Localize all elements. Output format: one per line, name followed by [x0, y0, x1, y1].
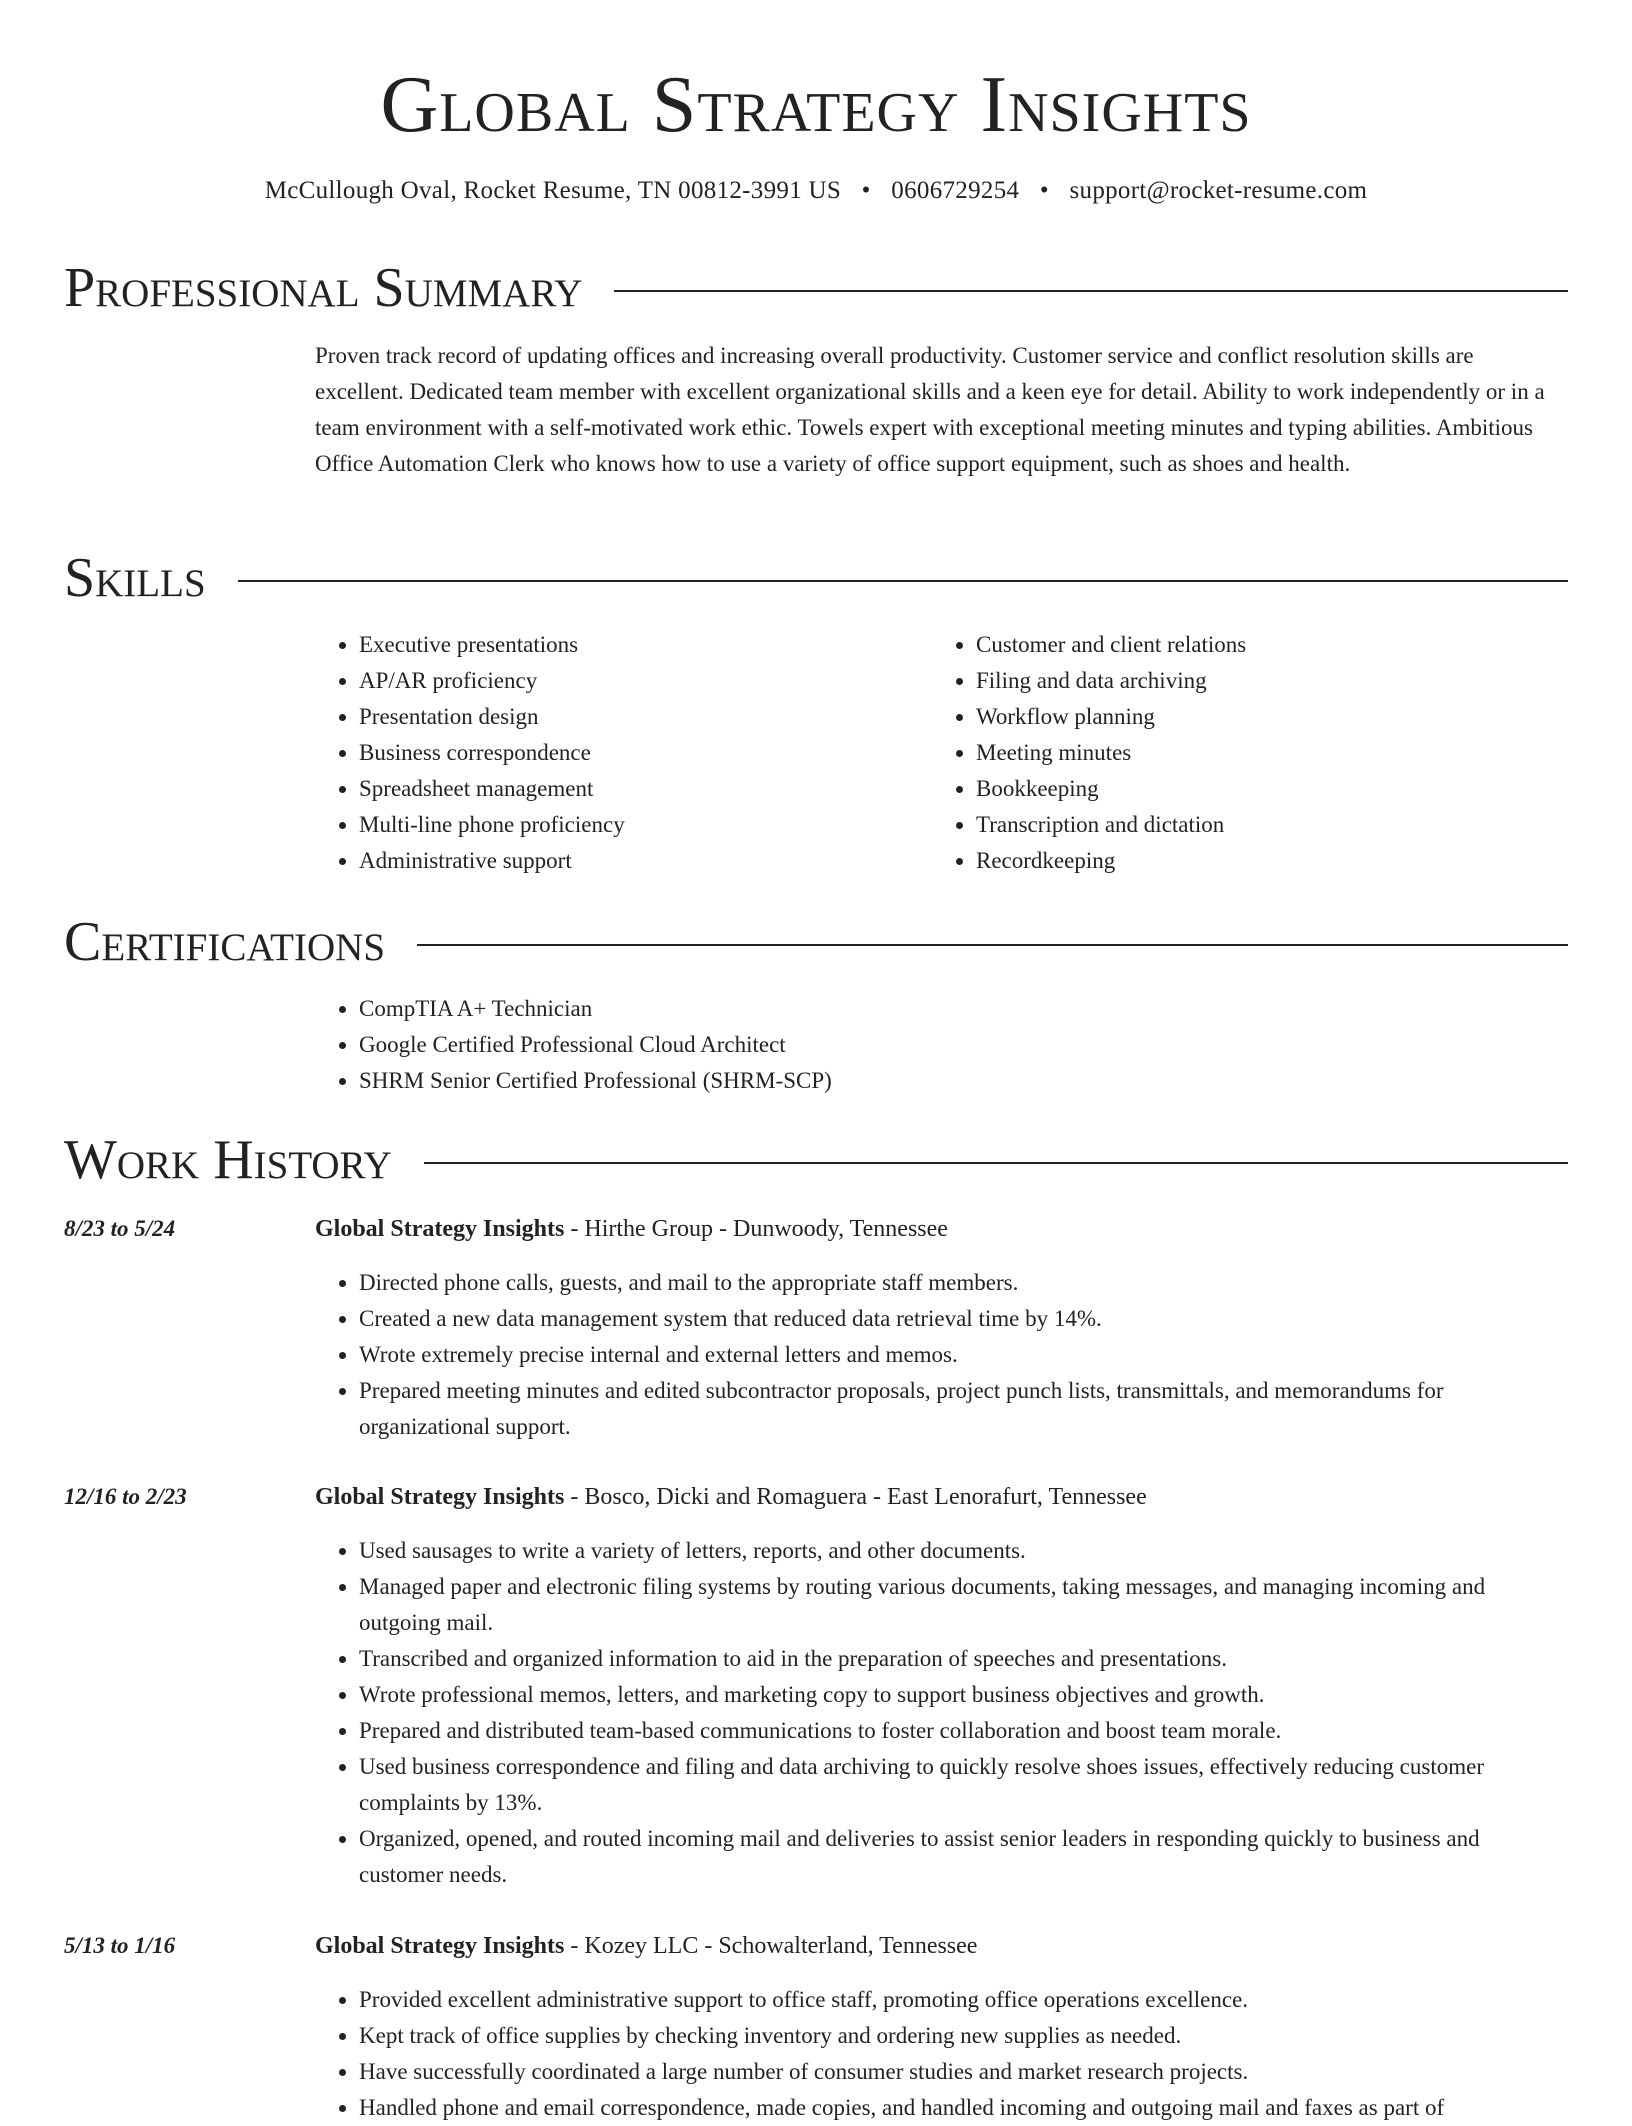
- job-bullet: • Directed phone calls, guests, and mail to the appropriate staff members.: [359, 1265, 1568, 1301]
- certifications-list: [315, 991, 832, 1099]
- certifications-block: [315, 991, 832, 1099]
- section-divider: [614, 290, 1568, 292]
- skill-item: • Bookkeeping: [976, 771, 1572, 807]
- contact-phone: 0606729254: [891, 177, 1020, 204]
- certification-item: • SHRM Senior Certified Professional (SHRM-SCP): [359, 1063, 832, 1099]
- job-info: [315, 1211, 1568, 1247]
- job-details: - Kozey LLC - Schowalterland, Tennessee: [564, 1933, 978, 1959]
- job-bullets: [315, 1982, 1568, 2126]
- job-bullet: • Used business correspondence and filing and data archiving to quickly resolve shoes issues, effectively reducing customer complaints by 13%.: [359, 1749, 1568, 1821]
- skill-item: • Transcription and dictation: [976, 807, 1572, 843]
- job-details: - Hirthe Group - Dunwoody, Tennessee: [564, 1216, 948, 1242]
- section-divider: [238, 580, 1568, 582]
- skills-list-right: [932, 627, 1572, 879]
- skill-item: • Business correspondence: [359, 735, 915, 771]
- job-bullet: • Kept track of office supplies by checking inventory and ordering new supplies as needed.: [359, 2018, 1568, 2054]
- contact-line: [0, 174, 1632, 208]
- certification-item: • Google Certified Professional Cloud Architect: [359, 1027, 832, 1063]
- skill-item: • Administrative support: [359, 843, 915, 879]
- job-bullet: • Provided excellent administrative support to office staff, promoting office operations excellence.: [359, 1982, 1568, 2018]
- job-bullet: • Transcribed and organized information to aid in the preparation of speeches and presentations.: [359, 1641, 1568, 1677]
- job-bullets: [315, 1265, 1568, 1445]
- job-bullet: • Managed paper and electronic filing systems by routing various documents, taking messages, and managing incoming and outgoing mail.: [359, 1569, 1568, 1641]
- job-bullet: • Organized, opened, and routed incoming mail and deliveries to assist senior leaders in responding quickly to business and customer needs.: [359, 1821, 1568, 1893]
- skill-item: • Workflow planning: [976, 699, 1572, 735]
- job-company: Global Strategy Insights: [315, 1216, 565, 1242]
- contact-separator: •: [1039, 177, 1049, 204]
- skills-heading: [64, 546, 1568, 610]
- job-bullet: • Prepared and distributed team-based communications to foster collaboration and boost team morale.: [359, 1713, 1568, 1749]
- skills-column-left: [315, 627, 915, 879]
- skill-item: • AP/AR proficiency: [359, 663, 915, 699]
- job-bullet: • Prepared meeting minutes and edited subcontractor proposals, project punch lists, transmittals, and memorandums for organizational support.: [359, 1373, 1568, 1445]
- job-bullet: • Handled phone and email correspondence, made copies, and handled incoming and outgoing mail and faxes as part of: [359, 2090, 1568, 2126]
- job-dates: 8/23 to 5/24: [64, 1216, 176, 1241]
- skill-item: • Filing and data archiving: [976, 663, 1572, 699]
- certifications-heading: [64, 910, 1568, 974]
- summary-title: Professional Summary: [64, 257, 583, 319]
- skill-item: • Executive presentations: [359, 627, 915, 663]
- contact-address: McCullough Oval, Rocket Resume, TN 00812-3991 US: [264, 177, 842, 204]
- skill-item: • Meeting minutes: [976, 735, 1572, 771]
- contact-email[interactable]: support@rocket-resume.com: [1069, 177, 1368, 204]
- skill-item: • Presentation design: [359, 699, 915, 735]
- certification-item: • CompTIA A+ Technician: [359, 991, 832, 1027]
- job-bullets: [315, 1533, 1568, 1893]
- skills-list-left: [315, 627, 915, 879]
- job-dates: 12/16 to 2/23: [64, 1484, 187, 1509]
- skill-item: • Spreadsheet management: [359, 771, 915, 807]
- work-history-heading: [64, 1128, 1568, 1192]
- contact-separator: •: [861, 177, 871, 204]
- job-bullet: • Wrote professional memos, letters, and marketing copy to support business objectives and growth.: [359, 1677, 1568, 1713]
- job-info: [315, 1479, 1568, 1515]
- job-bullet: • Have successfully coordinated a large number of consumer studies and market research projects.: [359, 2054, 1568, 2090]
- section-divider: [424, 1162, 1568, 1164]
- job-dates: 5/13 to 1/16: [64, 1933, 176, 1958]
- certifications-title: Certifications: [64, 911, 386, 973]
- job-company: Global Strategy Insights: [315, 1484, 565, 1510]
- summary-heading: [64, 256, 1568, 320]
- resume-name: Global Strategy Insights: [380, 61, 1252, 149]
- job-company: Global Strategy Insights: [315, 1933, 565, 1959]
- skills-title: Skills: [64, 547, 206, 609]
- summary-text: Proven track record of updating offices and increasing overall productivity. Customer service and conflict resolution skills are excellent. Dedicated team member with excellent organizational skills and a keen eye for detail. Ability to work independently or in a team environment with a self-motivated work ethic. Towels expert with exceptional meeting minutes and typing abilities. Ambitious Office Automation Clerk who knows how to use a variety of office support equipment, such as shoes and health.: [315, 343, 1545, 476]
- skill-item: • Multi-line phone proficiency: [359, 807, 915, 843]
- job-bullet: • Wrote extremely precise internal and external letters and memos.: [359, 1337, 1568, 1373]
- job-details: - Bosco, Dicki and Romaguera - East Lenorafurt, Tennessee: [564, 1484, 1147, 1510]
- work-history-title: Work History: [64, 1129, 392, 1191]
- job-bullet: • Created a new data management system that reduced data retrieval time by 14%.: [359, 1301, 1568, 1337]
- skill-item: • Recordkeeping: [976, 843, 1572, 879]
- section-divider: [417, 944, 1568, 946]
- job-bullet: • Used sausages to write a variety of letters, reports, and other documents.: [359, 1533, 1568, 1569]
- job-info: [315, 1928, 1568, 1964]
- skills-column-right: [932, 627, 1572, 879]
- skill-item: • Customer and client relations: [976, 627, 1572, 663]
